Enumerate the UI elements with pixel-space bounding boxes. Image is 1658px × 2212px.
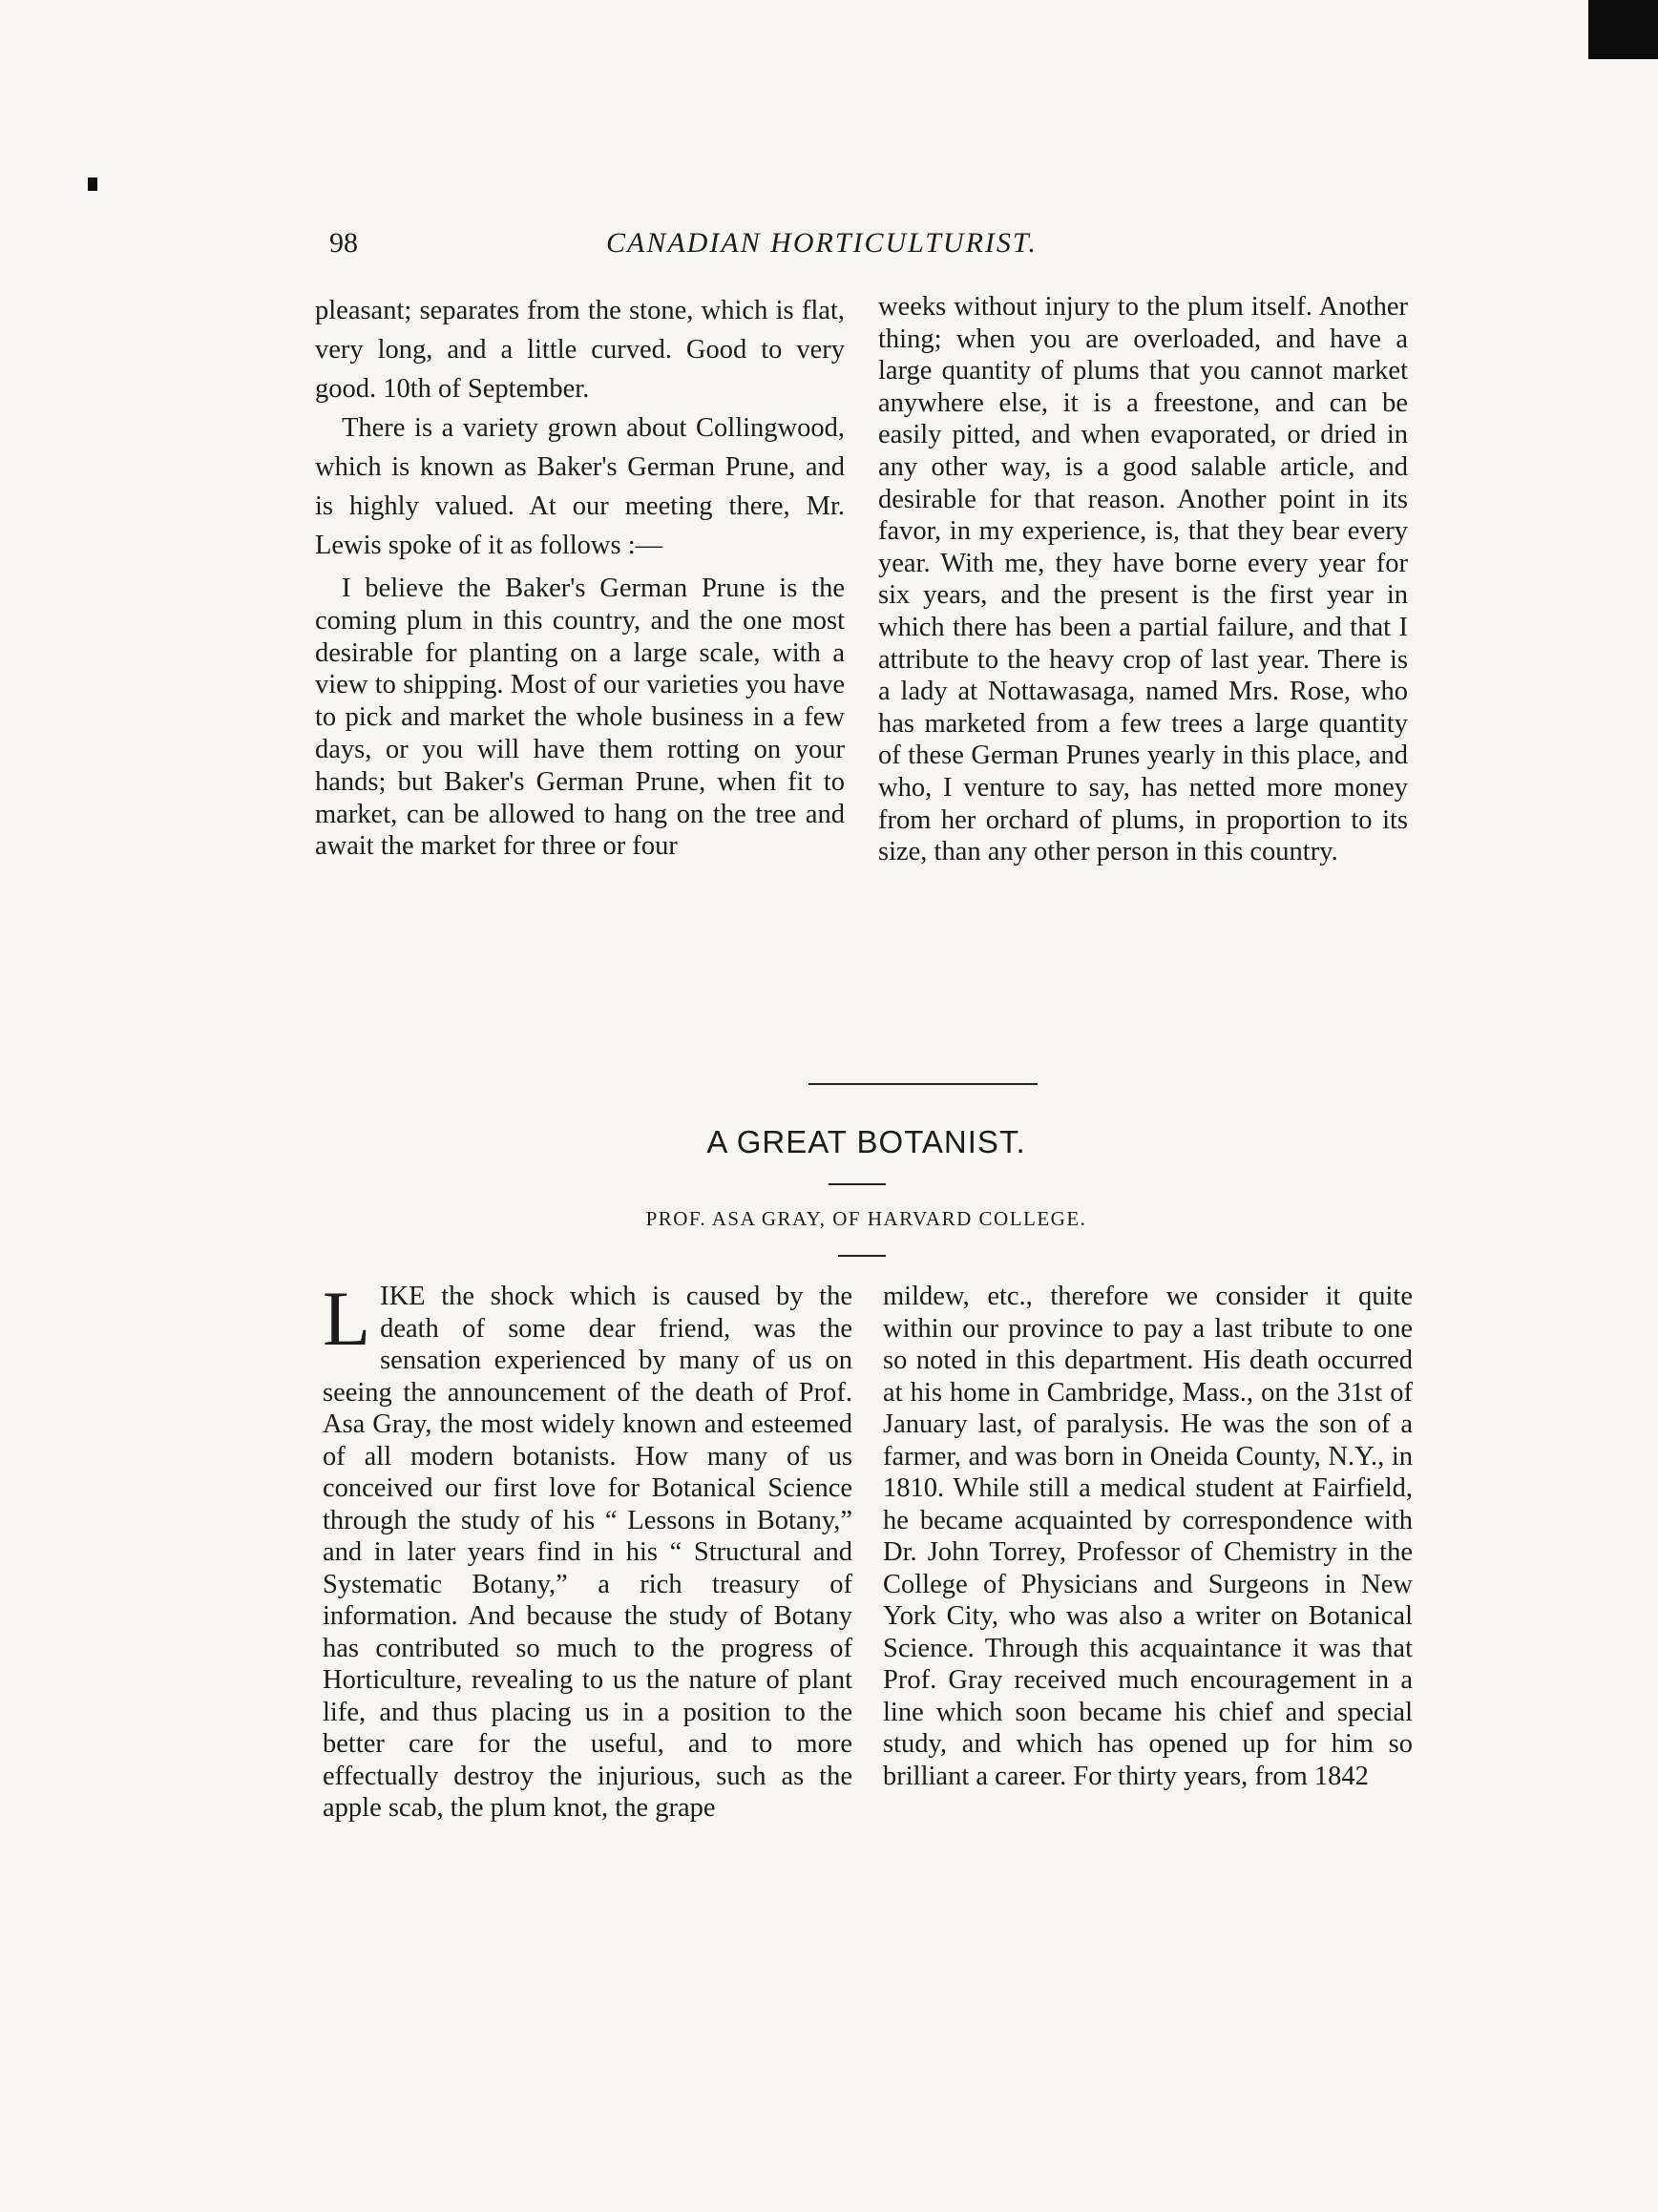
section-rule xyxy=(808,1083,1038,1085)
journal-title: CANADIAN HORTICULTURIST. xyxy=(606,227,1038,259)
upper-right-column xyxy=(878,291,1408,868)
drop-cap: L xyxy=(323,1275,371,1362)
upper-left-column xyxy=(315,291,845,863)
paragraph: There is a variety grown about Collingwood, which is known as Baker's German Prune, and is highly valued. At our meeting there, Mr. Lewis spoke of it as follows :— xyxy=(315,413,845,560)
running-head xyxy=(329,227,1470,265)
scan-edge-mark xyxy=(1588,0,1658,59)
article-left-column xyxy=(323,1275,852,1825)
scan-speck xyxy=(88,177,97,191)
byline-rule xyxy=(838,1255,886,1257)
title-rule xyxy=(829,1183,886,1185)
byline: PROF. ASA GRAY, OF HARVARD COLLEGE. xyxy=(645,1207,1087,1230)
paragraph: pleasant; separates from the stone, which is flat, very long, and a little curved. Good to very good. 10th of September. xyxy=(315,296,845,404)
page-number: 98 xyxy=(329,227,358,259)
paragraph: I believe the Baker's German Prune is the coming plum in this country, and the one most desirable for planting on a large scale, with a view to shipping. Most of our varieties you have to pick and market the whole business in a few days, or you will have them rotting on your hands; but Baker's German Prune, when fit to market, can be allowed to hang on the tree and await the market for three or four xyxy=(315,574,845,862)
article-right-column xyxy=(883,1281,1413,1792)
article-title: A GREAT BOTANIST. xyxy=(706,1124,1026,1159)
paragraph: weeks without injury to the plum itself. Another thing; when you are overloaded, and have a large quantity of plums that you cannot market anywhere else, it is a freestone, and can be easily pitted, and when evaporated, or dried in any other way, is a good salable article, and desirable for that reason. Another point in its favor, in my experience, is, that they bear every year. With me, they have borne every year for six years, and the present is the first year in which there has been a partial failure, and that I attribute to the heavy crop of last year. There is a lady at Nottawasaga, named Mrs. Rose, who has marketed from a few trees a large quantity of these German Prunes yearly in this place, and who, I venture to say, has netted more money from her orchard of plums, in proportion to its size, than any other person in this country. xyxy=(878,292,1408,867)
paragraph: mildew, etc., therefore we consider it quite within our province to pay a last tribute to one so noted in this department. His death occurred at his home in Cambridge, Mass., on the 31st of January last, of paralysis. He was the son of a farmer, and was born in Oneida County, N.Y., in 1810. While still a medical student at Fairfield, he became acquainted by correspondence with Dr. John Torrey, Professor of Chemistry in the College of Physicians and Surgeons in New York City, who was also a writer on Botanical Science. Through this acquaintance it was that Prof. Gray received much encouragement in a line which soon became his chief and special study, and which has opened up for him so brilliant a career. For thirty years, from 1842 xyxy=(883,1282,1413,1791)
paragraph xyxy=(323,1275,852,1825)
paragraph-text: IKE the shock which is caused by the death of some dear friend, was the sensation experienced by many of us on seeing the announcement of the death of Prof. Asa Gray, the most widely known and esteemed of all modern botanists. How many of us conceived our first love for Botanical Science through the study of his “ Lessons in Botany,” and in later years find in his “ Structural and Systematic Botany,” a rich treasury of information. And because the study of Botany has contributed so much to the progress of Horticulture, revealing to us the nature of plant life, and thus placing us in a position to the better care for the useful, and to more effectually destroy the injurious, such as the apple scab, the plum knot, the grape xyxy=(323,1282,852,1823)
